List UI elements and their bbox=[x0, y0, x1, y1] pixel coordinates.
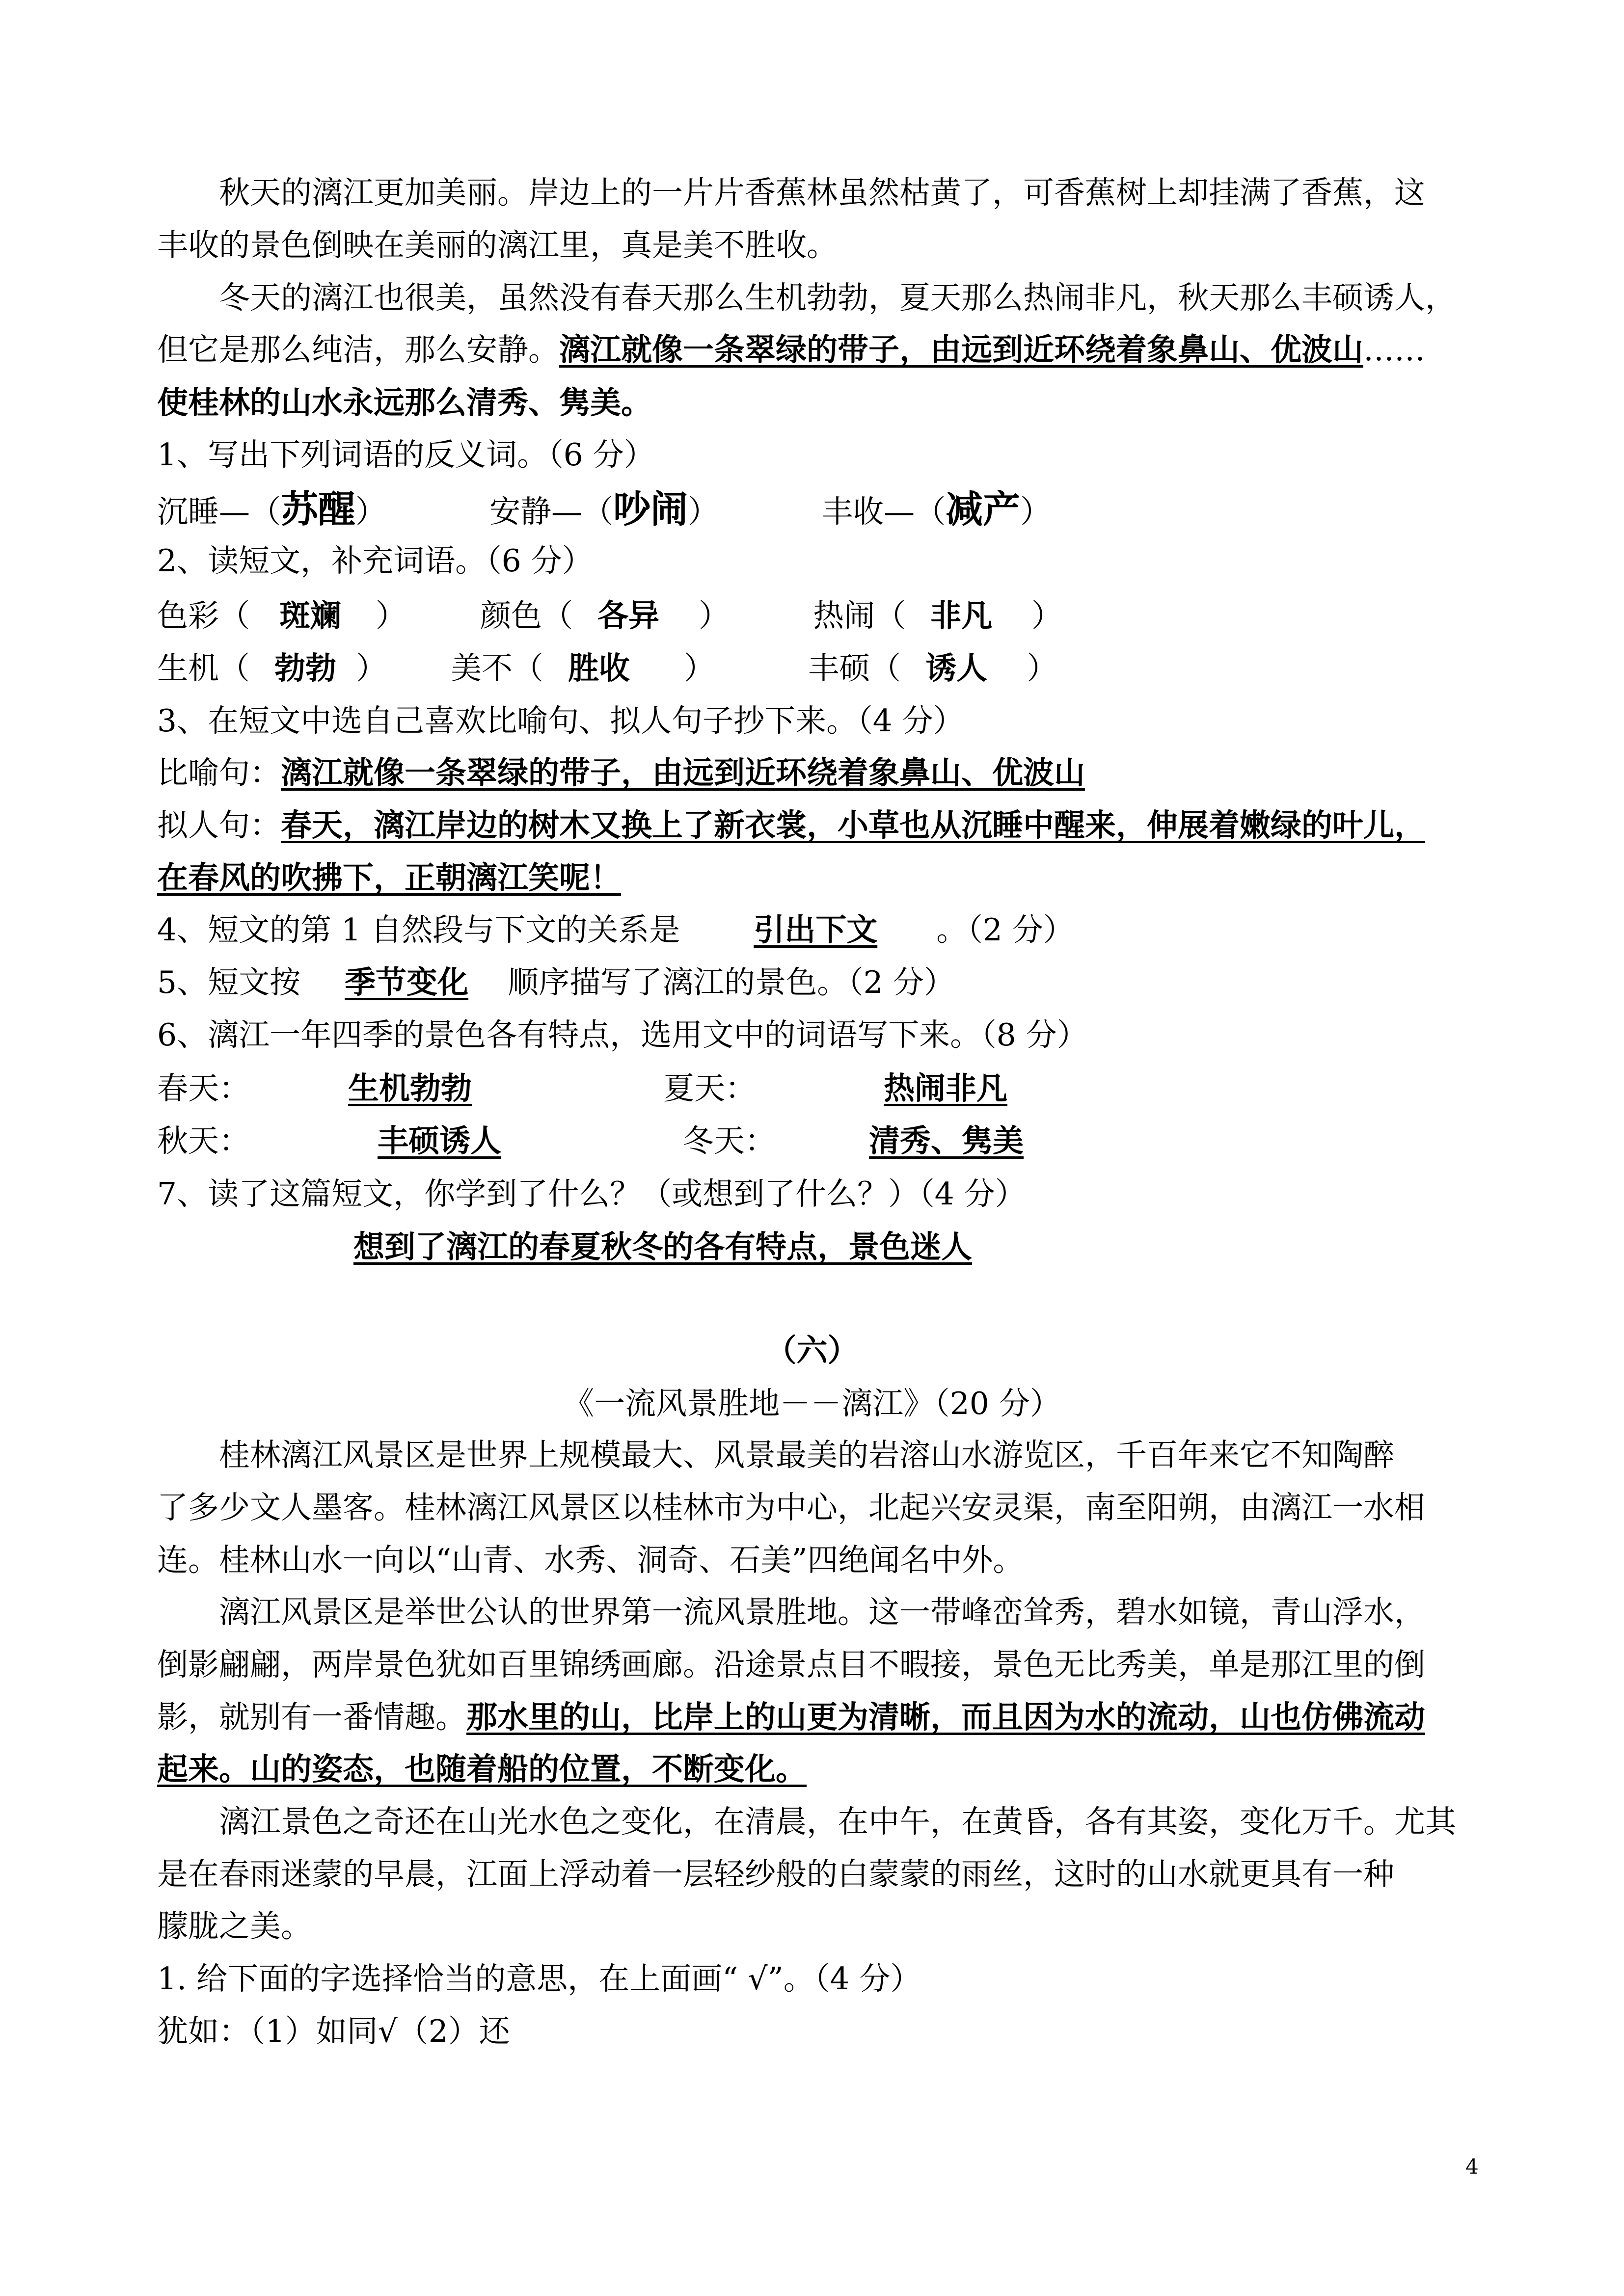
bracket: ） bbox=[1031, 598, 1063, 634]
word: 美不（ bbox=[451, 650, 544, 686]
fill-row bbox=[157, 594, 1062, 638]
answer: 苏醒 bbox=[281, 487, 355, 531]
answer: 斑斓 bbox=[279, 598, 341, 634]
paragraph-line: 朦胧之美。 bbox=[157, 1908, 312, 1944]
question-title: 7、读了这篇短文，你学到了什么？（或想到了什么？）（4 分） bbox=[157, 1176, 1026, 1212]
answer: 各异 bbox=[597, 598, 660, 634]
bracket: ） bbox=[1020, 494, 1052, 530]
paragraph-line: 倒影翩翩，两岸景色犹如百里锦绣画廊。沿途景点目不暇接，景色无比秀美，单是那江里的倒 bbox=[157, 1647, 1425, 1682]
paragraph-line: 秋天的漓江更加美丽。岸边上的一片片香蕉林虽然枯黄了，可香蕉树上却挂满了香蕉，这 bbox=[219, 175, 1425, 211]
text: 但它是那么纯洁，那么安静。 bbox=[157, 332, 559, 368]
word: 丰收—（ bbox=[822, 494, 946, 530]
page-number: 4 bbox=[1465, 2155, 1479, 2179]
word: 色彩（ bbox=[157, 598, 250, 634]
word: 颜色（ bbox=[480, 598, 573, 634]
bracket: ） bbox=[684, 650, 715, 686]
answer: 春天，漓江岸边的树木又换上了新衣裳，小草也从沉睡中醒来，伸展着嫩绿的叶儿， bbox=[281, 807, 1425, 843]
answer: 季节变化 bbox=[345, 964, 469, 1000]
question-title: 6、漓江一年四季的景色各有特点，选用文中的词语写下来。（8 分） bbox=[157, 1017, 1088, 1053]
label: 拟人句： bbox=[157, 807, 281, 843]
text: 5、短文按 bbox=[157, 964, 301, 1000]
answer: 诱人 bbox=[925, 650, 988, 686]
text: 顺序描写了漓江的景色。（2 分） bbox=[508, 964, 955, 1000]
paragraph-line bbox=[157, 1695, 1425, 1739]
paragraph-line: 使桂林的山水永远那么清秀、隽美。 bbox=[157, 385, 652, 421]
answer: 生机勃勃 bbox=[348, 1070, 472, 1106]
fill-row bbox=[157, 646, 1057, 691]
answer: 非凡 bbox=[930, 598, 993, 634]
paragraph-line: 漓江景色之奇还在山光水色之变化，在清晨，在中午，在黄昏，各有其姿，变化万千。尤其 bbox=[219, 1804, 1456, 1840]
word: 安静—（ bbox=[489, 494, 614, 530]
question-title: 2、读短文，补充词语。（6 分） bbox=[157, 543, 593, 579]
answer-line bbox=[157, 803, 1425, 848]
highlighted-sentence: 漓江就像一条翠绿的带子，由远到近环绕着象鼻山、优波山 bbox=[559, 332, 1363, 368]
bracket: ） bbox=[688, 494, 719, 530]
bracket: ） bbox=[376, 598, 406, 634]
paragraph-line bbox=[157, 328, 1425, 372]
word: 沉睡—（ bbox=[157, 494, 281, 530]
answer: 清秀、隽美 bbox=[869, 1123, 1024, 1159]
answer-line bbox=[157, 751, 1291, 795]
section-number: （六） bbox=[765, 1333, 859, 1368]
season-row bbox=[157, 1119, 1146, 1163]
label: 春天： bbox=[157, 1070, 250, 1106]
question-line bbox=[157, 961, 955, 1005]
answer: 勃勃 bbox=[274, 650, 336, 686]
answer-line bbox=[191, 1225, 1070, 1269]
paragraph-line: 冬天的漓江也很美，虽然没有春天那么生机勃勃，夏天那么热闹非凡，秋天那么丰硕诱人， bbox=[219, 280, 1456, 316]
label: 夏天： bbox=[663, 1070, 757, 1106]
ellipsis: …… bbox=[1363, 332, 1425, 368]
answer: 丰硕诱人 bbox=[378, 1123, 501, 1159]
word: 丰硕（ bbox=[808, 650, 901, 686]
bracket: ） bbox=[699, 598, 730, 634]
season-row bbox=[157, 1067, 1135, 1111]
paragraph-line: 了多少文人墨客。桂林漓江风景区以桂林市为中心，北起兴安灵渠，南至阳朔，由漓江一水相 bbox=[157, 1490, 1425, 1525]
text: 影，就别有一番情趣。 bbox=[157, 1699, 466, 1735]
bracket: ） bbox=[355, 494, 386, 530]
question-line: 犹如：（1）如同√（2）还 bbox=[157, 2013, 510, 2049]
bracket: ） bbox=[1027, 650, 1058, 686]
answer: 引出下文 bbox=[754, 912, 878, 948]
text: 。（2 分） bbox=[936, 912, 1074, 948]
label: 秋天： bbox=[157, 1123, 250, 1159]
answer: 漓江就像一条翠绿的带子，由远到近环绕着象鼻山、优波山 bbox=[281, 755, 1085, 791]
question-title: 1、写出下列词语的反义词。（6 分） bbox=[157, 437, 655, 473]
paragraph-line: 桂林漓江风景区是世界上规模最大、风景最美的岩溶山水游览区，千百年来它不知陶醉 bbox=[219, 1437, 1394, 1473]
label: 冬天： bbox=[683, 1123, 776, 1159]
highlighted-sentence: 起来。山的姿态，也随着船的位置，不断变化。 bbox=[157, 1751, 807, 1787]
text: 4、短文的第 1 自然段与下文的关系是 bbox=[157, 912, 680, 948]
question-line bbox=[157, 908, 1074, 952]
question-title: 3、在短文中选自己喜欢比喻句、拟人句子抄下来。（4 分） bbox=[157, 703, 964, 739]
question-title: 1. 给下面的字选择恰当的意思，在上面画“ √”。（4 分） bbox=[157, 1961, 921, 1997]
label: 比喻句： bbox=[157, 755, 281, 791]
answer: 热闹非凡 bbox=[884, 1070, 1008, 1106]
antonym-row bbox=[157, 487, 1051, 534]
highlighted-sentence: 那水里的山，比岸上的山更为清晰，而且因为水的流动，山也仿佛流动 bbox=[466, 1699, 1425, 1735]
word: 生机（ bbox=[157, 650, 250, 686]
paragraph-line: 是在春雨迷蒙的早晨，江面上浮动着一层轻纱般的白蒙蒙的雨丝，这时的山水就更具有一种 bbox=[157, 1856, 1394, 1892]
answer: 想到了漓江的春夏秋冬的各有特点，景色迷人 bbox=[353, 1229, 972, 1265]
word: 热闹（ bbox=[813, 598, 906, 634]
answer-line: 在春风的吹拂下，正朝漓江笑呢！ bbox=[157, 860, 621, 896]
paragraph-line: 丰收的景色倒映在美丽的漓江里，真是美不胜收。 bbox=[157, 227, 838, 263]
paragraph-line: 连。桂林山水一向以“山青、水秀、洞奇、石美”四绝闻名中外。 bbox=[157, 1542, 1024, 1578]
answer: 吵闹 bbox=[613, 487, 688, 531]
answer: 胜收 bbox=[568, 650, 630, 686]
paragraph-line: 漓江风景区是举世公认的世界第一流风景胜地。这一带峰峦耸秀，碧水如镜，青山浮水， bbox=[219, 1594, 1425, 1630]
answer: 减产 bbox=[946, 487, 1021, 531]
section-title: 《一流风景胜地－－漓江》（20 分） bbox=[563, 1386, 1061, 1421]
bracket: ） bbox=[356, 650, 387, 686]
